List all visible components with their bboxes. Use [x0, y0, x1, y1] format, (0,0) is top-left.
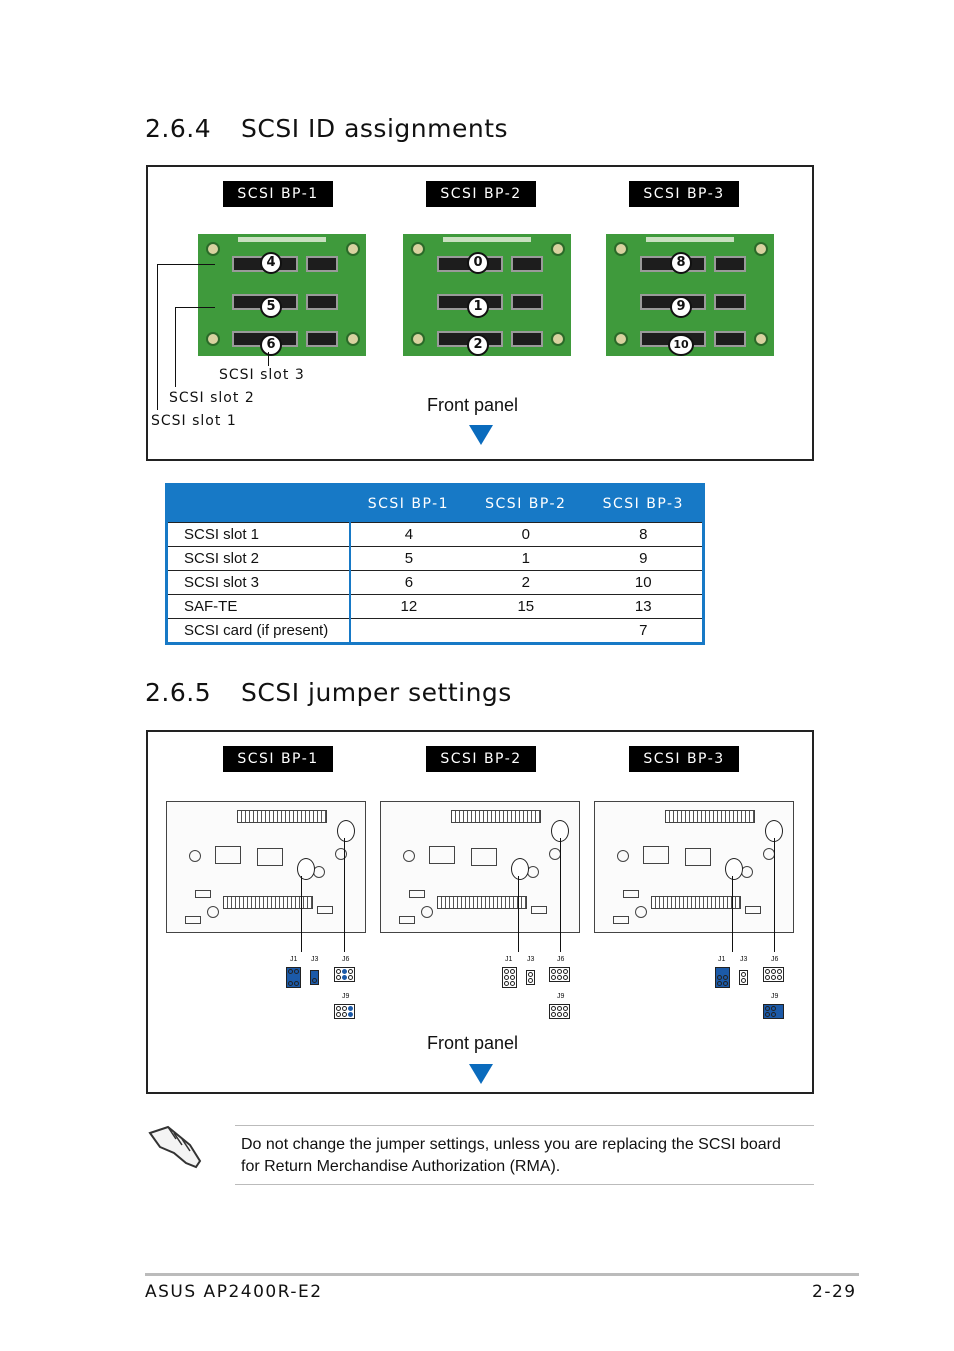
- jumper-leader-3b: [774, 838, 775, 952]
- bp-label-1: SCSI BP-1: [223, 746, 333, 772]
- leader-line-slot2: [175, 307, 215, 308]
- jumper-j3-bp1: [310, 970, 319, 985]
- section-number: 2.6.4: [145, 114, 212, 143]
- pin-label-j3: J3: [311, 956, 319, 963]
- table-cell: 12: [350, 595, 467, 619]
- callout-bp1-slot1: 4: [260, 252, 282, 274]
- pin-label-j1: J1: [290, 956, 298, 963]
- callout-bp1-slot3: 6: [260, 334, 282, 356]
- table-cell: SAF-TE: [167, 595, 350, 619]
- callout-bp2-slot3: 2: [467, 334, 489, 356]
- footer-page-number: 2-29: [812, 1282, 857, 1302]
- table-cell: 1: [467, 547, 584, 571]
- slot-label-2: SCSI slot 2: [169, 390, 255, 406]
- table-cell: 6: [350, 571, 467, 595]
- bp-label-3: SCSI BP-3: [629, 181, 739, 207]
- section-number: 2.6.5: [145, 678, 212, 707]
- table-header-row: [167, 485, 704, 523]
- section-heading-jumpers: [145, 678, 512, 707]
- leader-line-slot3: [268, 352, 269, 366]
- jumper-j9-bp2: [549, 1004, 570, 1019]
- table-cell: 13: [585, 595, 704, 619]
- jumper-j3-bp3: [739, 970, 748, 985]
- callout-bp2-slot2: 1: [467, 296, 489, 318]
- pin-label-j3: J3: [527, 956, 535, 963]
- jumper-leader-1a: [301, 876, 302, 952]
- table-cell: 7: [585, 619, 704, 644]
- bp-label-2: SCSI BP-2: [426, 181, 536, 207]
- front-panel-arrow-icon: [469, 1064, 493, 1084]
- note-top-rule: [235, 1125, 814, 1126]
- note-hand-icon: [146, 1123, 206, 1175]
- table-row: [167, 523, 704, 547]
- pin-label-j9: J9: [557, 993, 565, 1000]
- pin-label-j1: J1: [718, 956, 726, 963]
- bp-label-2: SCSI BP-2: [426, 746, 536, 772]
- pin-label-j6: J6: [342, 956, 350, 963]
- table-header-cell: SCSI BP-3: [585, 485, 704, 523]
- leader-line-slot2-v: [175, 307, 176, 387]
- table-cell: SCSI slot 1: [167, 523, 350, 547]
- callout-bp3-slot3: 10: [668, 334, 694, 356]
- pin-label-j9: J9: [342, 993, 350, 1000]
- jumper-j3-bp2: [526, 970, 535, 985]
- pin-label-j6: J6: [557, 956, 565, 963]
- jumper-board-drawing-2: [380, 801, 580, 933]
- table-cell: 4: [350, 523, 467, 547]
- note-bottom-rule: [235, 1184, 814, 1185]
- front-panel-label: Front panel: [427, 1033, 519, 1053]
- section-title: SCSI ID assignments: [241, 114, 509, 143]
- table-header-cell: SCSI BP-2: [467, 485, 584, 523]
- jumper-board-drawing-1: [166, 801, 366, 933]
- front-panel-label: Front panel: [427, 395, 519, 415]
- table-cell: 2: [467, 571, 584, 595]
- callout-bp3-slot1: 8: [670, 252, 692, 274]
- jumper-leader-2b: [560, 838, 561, 952]
- footer-product: ASUS AP2400R-E2: [145, 1282, 323, 1302]
- jumper-j9-bp1: [334, 1004, 355, 1019]
- callout-bp1-slot2: 5: [260, 296, 282, 318]
- pin-label-j1: J1: [505, 956, 513, 963]
- table-cell: SCSI slot 3: [167, 571, 350, 595]
- jumper-leader-1b: [344, 838, 345, 952]
- note-text: Do not change the jumper settings, unless you are replacing the SCSI board for Return Merchandise Authorization (RMA).: [241, 1136, 781, 1175]
- table-cell: 10: [585, 571, 704, 595]
- jumper-j6-bp3: [763, 967, 784, 982]
- jumper-j1-bp2: [502, 967, 517, 988]
- jumper-j6-bp2: [549, 967, 570, 982]
- table-header-cell: SCSI BP-1: [350, 485, 467, 523]
- backplane-photo-1: [198, 234, 366, 356]
- jumper-j9-bp3: [763, 1004, 784, 1019]
- slot-label-3: SCSI slot 3: [219, 367, 305, 383]
- leader-line-slot1: [157, 264, 215, 265]
- table-cell: SCSI slot 2: [167, 547, 350, 571]
- jumper-board-drawing-3: [594, 801, 794, 933]
- pin-label-j9: J9: [771, 993, 779, 1000]
- callout-bp3-slot2: 9: [670, 296, 692, 318]
- table-row: [167, 619, 704, 644]
- table-cell: SCSI card (if present): [167, 619, 350, 644]
- slot-label-1: SCSI slot 1: [151, 413, 237, 429]
- table-row: [167, 547, 704, 571]
- footer-rule: [145, 1273, 859, 1276]
- jumper-j1-bp3: [715, 967, 730, 988]
- table-cell: 15: [467, 595, 584, 619]
- section-heading-ids: [145, 114, 508, 143]
- jumper-leader-3a: [732, 876, 733, 952]
- jumper-j6-bp1: [334, 967, 355, 982]
- table-row: [167, 571, 704, 595]
- leader-line-slot1-v: [157, 264, 158, 410]
- table-cell: 9: [585, 547, 704, 571]
- callout-bp2-slot1: 0: [467, 252, 489, 274]
- table-cell: [350, 619, 467, 644]
- table-header-cell: [167, 485, 350, 523]
- front-panel-arrow-icon: [469, 425, 493, 445]
- section-title: SCSI jumper settings: [241, 678, 512, 707]
- table-cell: 8: [585, 523, 704, 547]
- pin-label-j6: J6: [771, 956, 779, 963]
- bp-label-1: SCSI BP-1: [223, 181, 333, 207]
- jumper-leader-2a: [518, 876, 519, 952]
- table-cell: [467, 619, 584, 644]
- jumper-j1-bp1: [286, 967, 301, 988]
- pin-label-j3: J3: [740, 956, 748, 963]
- table-row: [167, 595, 704, 619]
- bp-label-3: SCSI BP-3: [629, 746, 739, 772]
- table-cell: 0: [467, 523, 584, 547]
- table-cell: 5: [350, 547, 467, 571]
- scsi-id-table: [165, 483, 705, 645]
